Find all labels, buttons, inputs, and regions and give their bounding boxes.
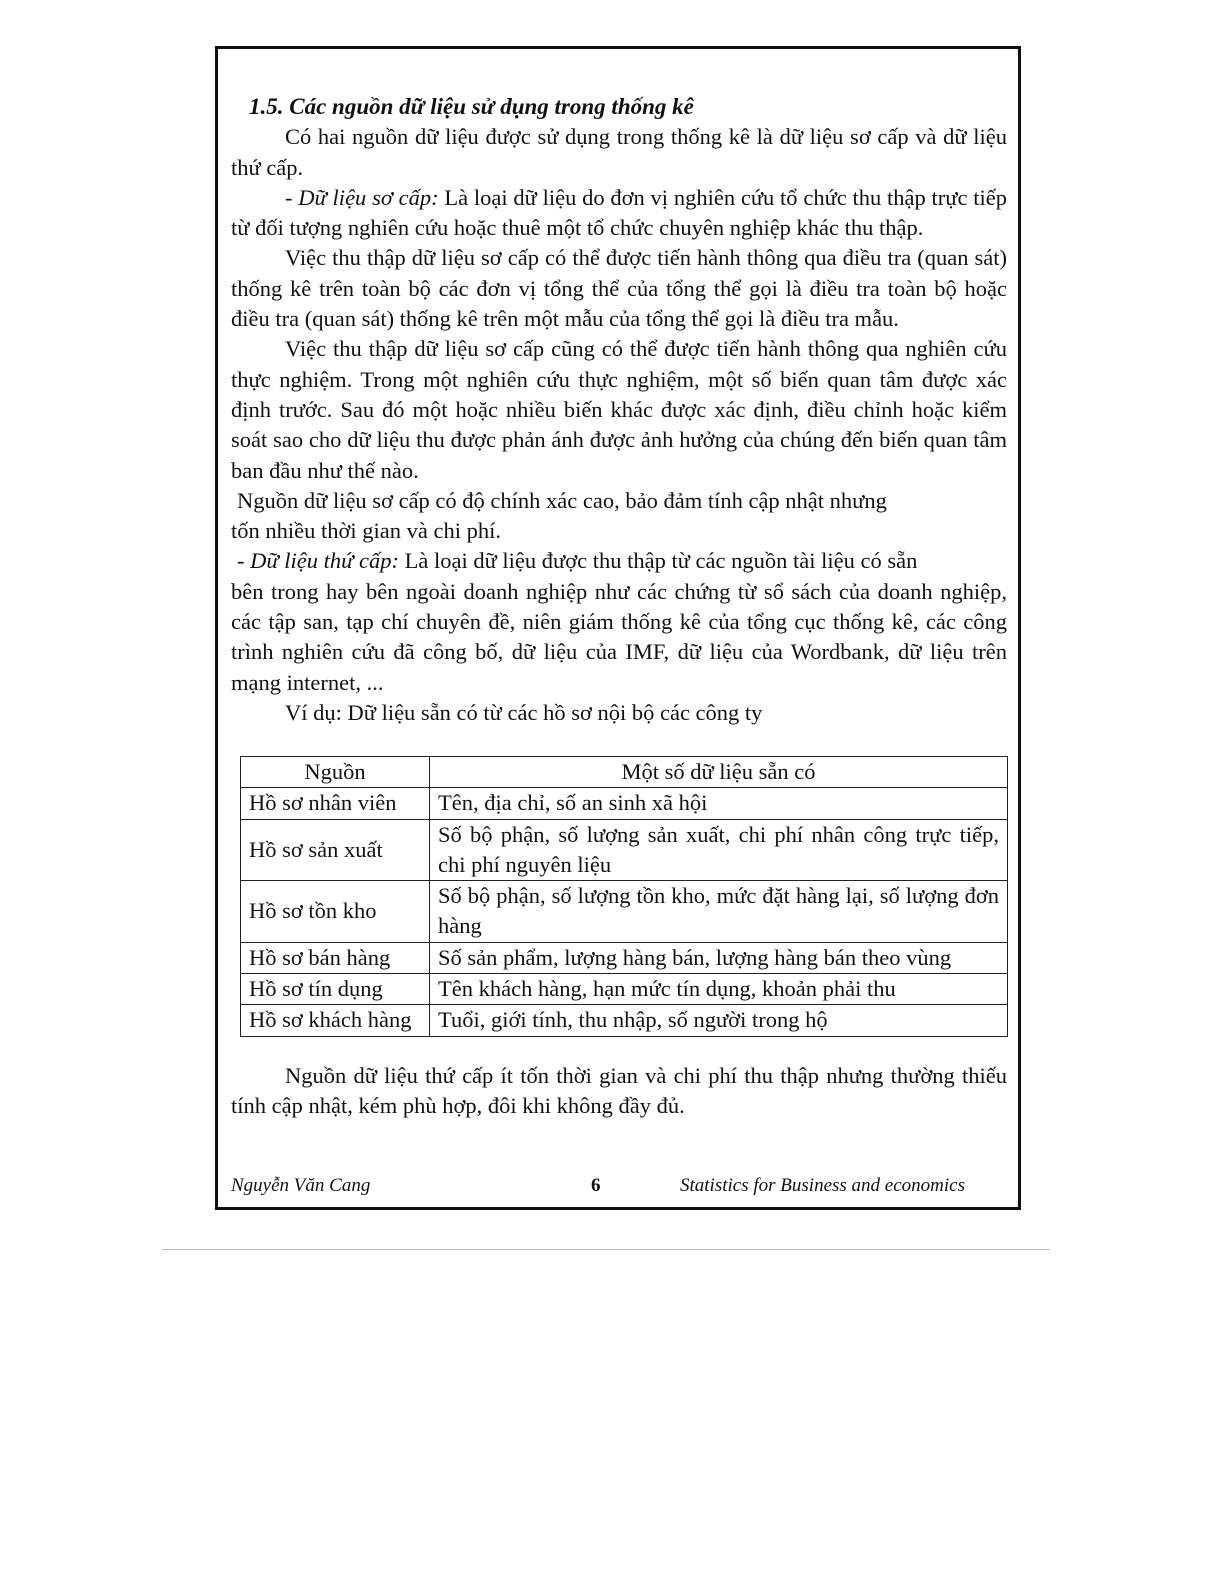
secondary-data-term: - Dữ liệu thứ cấp: [237,548,400,574]
secondary-data-definition: Là loại dữ liệu được thu thập từ các nguồn tài liệu có sẵn [399,548,918,574]
table-row [241,788,1008,819]
primary-data-term: - Dữ liệu sơ cấp: [285,184,439,210]
table-row [241,881,1008,943]
table-row [241,1005,1008,1036]
table-header-row [241,757,1008,788]
footer-author: Nguyễn Văn Cang [231,1175,371,1196]
table-header-cell: Nguồn [241,757,430,788]
data-cell: Tên, địa chỉ, số an sinh xã hội [430,788,1008,819]
primary-data-paragraph [231,183,1007,244]
page-body [231,92,1007,728]
example-paragraph: Ví dụ: Dữ liệu sẵn có từ các hồ sơ nội bộ các công ty [285,699,763,725]
data-cell: Tuổi, giới tính, thu nhập, số người trong hộ [430,1005,1008,1036]
experiment-paragraph: Việc thu thập dữ liệu sơ cấp cũng có thể được tiến hành thông qua nghiên cứu thực nghiệm. Trong một nghiên cứu thực nghiệm, một số biến quan tâm được xác định trước. Sau đó một hoặc nhiều biến khác được xác định, điều chỉnh hoặc kiểm soát sao cho dữ liệu thu được phản ánh được ảnh hưởng của chúng đến biến quan tâm ban đầu như thế nào. [231,336,1007,483]
primary-accuracy-line-2: tốn nhiều thời gian và chi phí. [231,518,501,544]
closing-paragraph: Nguồn dữ liệu thứ cấp ít tốn thời gian và chi phí thu thập nhưng thường thiếu tính cập nhật, kém phù hợp, đôi khi không đầy đủ. [231,1063,1007,1119]
primary-data-definition: Là loại dữ liệu do đơn vị nghiên cứu tổ chức thu thập trực tiếp từ đối tượng nghiên cứu hoặc thuê một tổ chức chuyên nghiệp khác thu thập. [231,184,1007,241]
data-sources-table [240,756,1008,1037]
intro-paragraph: Có hai nguồn dữ liệu được sử dụng trong thống kê là dữ liệu sơ cấp và dữ liệu thứ cấp. [231,124,1007,180]
page-number: 6 [591,1175,601,1196]
data-cell: Tên khách hàng, hạn mức tín dụng, khoản phải thu [430,974,1008,1005]
data-cell: Số bộ phận, số lượng sản xuất, chi phí nhân công trực tiếp, chi phí nguyên liệu [430,819,1008,881]
data-cell: Số sản phẩm, lượng hàng bán, lượng hàng bán theo vùng [430,942,1008,973]
page-footer [231,1175,1007,1201]
source-cell: Hồ sơ tín dụng [241,974,430,1005]
data-cell: Số bộ phận, số lượng tồn kho, mức đặt hàng lại, số lượng đơn hàng [430,881,1008,943]
table-row [241,819,1008,881]
source-cell: Hồ sơ nhân viên [241,788,430,819]
source-cell: Hồ sơ khách hàng [241,1005,430,1036]
primary-accuracy-line-1: Nguồn dữ liệu sơ cấp có độ chính xác cao, bảo đảm tính cập nhật nhưng [237,487,887,513]
table-row [241,974,1008,1005]
table-header-cell: Một số dữ liệu sẵn có [430,757,1008,788]
secondary-data-continuation: bên trong hay bên ngoài doanh nghiệp như các chứng từ sổ sách của doanh nghiệp, các tập san, tạp chí chuyên đề, niên giám thống kê của tổng cục thống kê, các công trình nghiên cứu đã công bố, dữ liệu của IMF, dữ liệu của Wordbank, dữ liệu trên mạng internet, ... [231,578,1007,695]
survey-paragraph: Việc thu thập dữ liệu sơ cấp có thể được tiến hành thông qua điều tra (quan sát) thống kê trên toàn bộ các đơn vị tổng thể của tổng thể gọi là điều tra toàn bộ hoặc điều tra (quan sát) thống kê trên một mẫu của tổng thể gọi là điều tra mẫu. [231,245,1007,332]
table-row [241,942,1008,973]
source-cell: Hồ sơ tồn kho [241,881,430,943]
page-separator [162,1249,1050,1250]
secondary-data-paragraph [231,546,1007,576]
source-cell: Hồ sơ sản xuất [241,819,430,881]
section-heading: 1.5. Các nguồn dữ liệu sử dụng trong thống kê [249,94,694,119]
source-cell: Hồ sơ bán hàng [241,942,430,973]
footer-book-title: Statistics for Business and economics [680,1175,965,1196]
